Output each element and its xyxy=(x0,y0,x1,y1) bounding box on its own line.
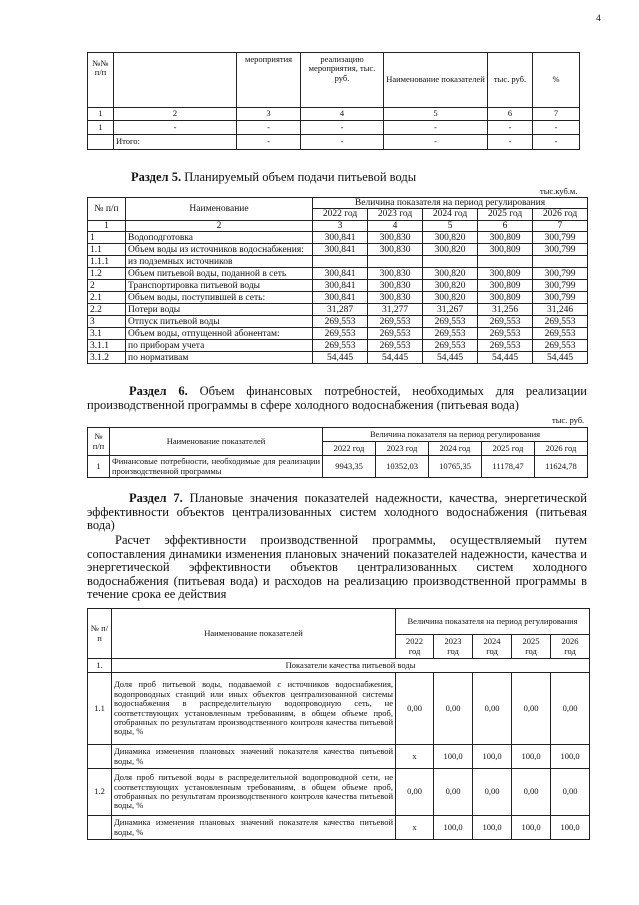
cell-value: 269,553 xyxy=(313,316,368,328)
cell-value: 300,809 xyxy=(478,232,533,244)
cell-value: 0,00 xyxy=(512,769,551,816)
cell-value: 300,830 xyxy=(368,268,423,280)
cell-value: 100,0 xyxy=(473,816,512,840)
cell-value: 0,00 xyxy=(551,673,590,745)
cell-name: Финансовые потребности, необходимые для реализации производственной программы xyxy=(110,456,323,478)
cell-num: 3 xyxy=(88,316,126,328)
col-num: 7 xyxy=(533,220,588,231)
table-row xyxy=(88,456,588,478)
cell-value: 269,553 xyxy=(478,316,533,328)
cell-num: 3.1.2 xyxy=(88,352,126,364)
cell-num xyxy=(88,816,112,840)
cell-value: 0,00 xyxy=(396,673,434,745)
th-thousand-rub: тыс. руб. xyxy=(488,53,533,108)
cell-name: по приборам учета xyxy=(126,340,313,352)
cell-value: 300,820 xyxy=(423,244,478,256)
section7-paragraph: Расчет эффективности производственной программы, осуществляемый путем сопоставления динамики изменения плановых значений показателей надежности, качества и энергетической эффективности объектов централизованных систем холодного водоснабжения (питьевая вода) и расходов на реализацию производственной программы в течение срока ее действия xyxy=(87,533,587,601)
table-row xyxy=(88,816,590,840)
th-period: Величина показателя на период регулирования xyxy=(313,198,588,209)
th-year-unit: год xyxy=(564,645,576,656)
cell: - xyxy=(237,135,301,150)
cell-name: Динамика изменения плановых значений показателя качества питьевой воды, % xyxy=(112,816,396,840)
table-row xyxy=(88,304,588,316)
cell-name: Объем воды, поступившей в сеть: xyxy=(126,292,313,304)
cell-num: 1.1.1 xyxy=(88,256,126,268)
th-year xyxy=(512,635,551,659)
cell: 1 xyxy=(88,121,114,135)
cell-num: 3.1.1 xyxy=(88,340,126,352)
col-num: 2 xyxy=(126,220,313,231)
cell-value: 300,830 xyxy=(368,292,423,304)
col-num: 2 xyxy=(114,108,237,121)
cell-name: Динамика изменения плановых значений показателя качества питьевой воды, % xyxy=(112,745,396,769)
cell-value: 269,553 xyxy=(478,328,533,340)
cell-value: 300,809 xyxy=(478,244,533,256)
table-measures xyxy=(87,52,580,150)
table-water-supply xyxy=(87,197,588,364)
table-row xyxy=(88,121,580,135)
table-row xyxy=(88,244,588,256)
cell-value: 300,820 xyxy=(423,268,478,280)
cell-name: Отпуск питьевой воды xyxy=(126,316,313,328)
cell-value: 269,553 xyxy=(423,328,478,340)
cell-name: Объем воды, отпущенной абонентам: xyxy=(126,328,313,340)
cell-name: по нормативам xyxy=(126,352,313,364)
th-name: Наименование показателей xyxy=(110,428,323,456)
col-num: 5 xyxy=(423,220,478,231)
cell-value: 54,445 xyxy=(533,352,588,364)
cell-value xyxy=(478,256,533,268)
cell-value: 31,246 xyxy=(533,304,588,316)
th-year: 2025 год xyxy=(482,442,535,456)
cell-value: 0,00 xyxy=(434,673,473,745)
th-year xyxy=(551,635,590,659)
cell-name: Объем питьевой воды, поданной в сеть xyxy=(126,268,313,280)
th-cost: реализацию мероприятия, тыс. руб. xyxy=(301,53,384,108)
cell-value: 10765,35 xyxy=(429,456,482,478)
section7-title: Плановые значения показателей надежности, качества, энергетической эффективности объектов централизованных систем холодного водоснабжения (питьевая вода) xyxy=(87,491,588,532)
cell-num: 2 xyxy=(88,280,126,292)
cell-name: Доля проб питьевой воды в распределительной водопроводной сети, не соответствующих установленным требованиям, в общем объеме проб, отобранных по результатам производственного контроля качества питьевой воды, % xyxy=(112,769,396,816)
cell-value: 54,445 xyxy=(368,352,423,364)
th-year: 2022 год xyxy=(323,442,376,456)
table-row xyxy=(88,316,588,328)
cell-num: 2.2 xyxy=(88,304,126,316)
th-name: Наименование показателей xyxy=(112,609,396,659)
cell-value: 11178,47 xyxy=(482,456,535,478)
table-row xyxy=(88,745,590,769)
cell-value: 300,841 xyxy=(313,268,368,280)
cell-value: 100,0 xyxy=(512,816,551,840)
cell: - xyxy=(114,121,237,135)
cell-value: 100,0 xyxy=(434,816,473,840)
cell-value: 269,553 xyxy=(423,316,478,328)
section6-title: Объем финансовых потребностей, необходимых для реализации производственной программы в сфере холодного водоснабжения (питьевая вода) xyxy=(87,384,587,412)
col-num: 6 xyxy=(488,108,533,121)
th-year xyxy=(396,635,434,659)
total-label: Итого: xyxy=(114,135,237,150)
th-year-value: 2025 xyxy=(522,636,540,647)
cell-num: 1.1 xyxy=(88,244,126,256)
cell-num xyxy=(88,745,112,769)
cell: - xyxy=(384,135,488,150)
th-num: № п/п xyxy=(88,609,112,659)
th-year-unit: год xyxy=(447,645,459,656)
section5-unit: тыс.куб.м. xyxy=(540,186,578,196)
cell-value: 0,00 xyxy=(434,769,473,816)
th-period: Величина показателя на период регулирования xyxy=(323,428,588,442)
th-name: Наименование xyxy=(126,198,313,221)
table-row xyxy=(88,352,588,364)
section5-heading xyxy=(131,170,416,185)
cell-value: 100,0 xyxy=(434,745,473,769)
cell-value: 269,553 xyxy=(423,340,478,352)
cell: - xyxy=(533,135,580,150)
table-row-total xyxy=(88,135,580,150)
cell-value: 269,553 xyxy=(368,340,423,352)
cell-value: 300,841 xyxy=(313,280,368,292)
cell-value: 300,809 xyxy=(478,280,533,292)
cell-value: 31,256 xyxy=(478,304,533,316)
th-year: 2024 год xyxy=(429,442,482,456)
cell-num: 1.1 xyxy=(88,673,112,745)
th-year: 2025 год xyxy=(478,209,533,220)
section7-label: Раздел 7. xyxy=(129,491,183,505)
cell-value: 100,0 xyxy=(512,745,551,769)
cell-value: 54,445 xyxy=(423,352,478,364)
page-number: 4 xyxy=(596,14,601,24)
cell-value: 269,553 xyxy=(368,328,423,340)
table-row xyxy=(88,232,588,244)
th-num: № п/п xyxy=(88,198,126,221)
table-row xyxy=(88,769,590,816)
cell-value: 300,830 xyxy=(368,244,423,256)
th-year xyxy=(434,635,473,659)
cell-value xyxy=(533,256,588,268)
col-num: 4 xyxy=(368,220,423,231)
cell-value: х xyxy=(396,745,434,769)
cell-value: 269,553 xyxy=(313,340,368,352)
cell-value: 11624,78 xyxy=(535,456,588,478)
group-title: Показатели качества питьевой воды xyxy=(112,659,590,673)
cell-value: 300,820 xyxy=(423,280,478,292)
col-num: 1 xyxy=(88,108,114,121)
th-year-unit: год xyxy=(525,645,537,656)
cell-num: 2.1 xyxy=(88,292,126,304)
cell-value: 54,445 xyxy=(313,352,368,364)
table-row xyxy=(88,328,588,340)
section6-label: Раздел 6. xyxy=(129,384,188,398)
cell-value: 300,799 xyxy=(533,280,588,292)
cell-num: 1 xyxy=(88,232,126,244)
col-num: 4 xyxy=(301,108,384,121)
cell-num: 1 xyxy=(88,456,110,478)
cell-value: 0,00 xyxy=(512,673,551,745)
cell: - xyxy=(533,121,580,135)
cell: - xyxy=(488,135,533,150)
cell-value: 300,841 xyxy=(313,232,368,244)
cell-value: 300,830 xyxy=(368,280,423,292)
cell-name: Потери воды xyxy=(126,304,313,316)
th-year-unit: год xyxy=(486,645,498,656)
cell-value: 100,0 xyxy=(473,745,512,769)
cell: - xyxy=(384,121,488,135)
col-num: 7 xyxy=(533,108,580,121)
th-indicators: Наименование показателей xyxy=(384,53,488,108)
cell-value: 300,820 xyxy=(423,292,478,304)
cell-value xyxy=(423,256,478,268)
th-measures: мероприятия xyxy=(237,53,301,108)
table-row xyxy=(88,268,588,280)
cell: - xyxy=(488,121,533,135)
cell-value: 31,267 xyxy=(423,304,478,316)
table-row xyxy=(88,340,588,352)
table-row xyxy=(88,280,588,292)
cell-value: 100,0 xyxy=(551,816,590,840)
cell-name: Доля проб питьевой воды, подаваемой с источников водоснабжения, водопроводных станций или иных объектов централизованной системы водоснабжения в распределительную водопроводную сеть, не соответствующих установленным требованиям, в общем объеме проб, отобранных по результатам производственного контроля качества питьевой воды, % xyxy=(112,673,396,745)
cell-name: из подземных источников xyxy=(126,256,313,268)
cell-value: 269,553 xyxy=(313,328,368,340)
th-num: №№ п/п xyxy=(88,53,114,108)
cell-value: 100,0 xyxy=(551,745,590,769)
cell: - xyxy=(237,121,301,135)
th-year: 2023 год xyxy=(368,209,423,220)
cell-value: 269,553 xyxy=(533,316,588,328)
th-year-value: 2023 xyxy=(444,636,462,647)
cell-value: 54,445 xyxy=(478,352,533,364)
th-blank xyxy=(114,53,237,108)
cell-name: Водоподготовка xyxy=(126,232,313,244)
cell xyxy=(88,135,114,150)
th-year: 2024 год xyxy=(423,209,478,220)
section5-rows xyxy=(88,232,588,364)
table-quality-indicators xyxy=(87,608,590,840)
cell-num: 3.1 xyxy=(88,328,126,340)
cell-value: 300,809 xyxy=(478,292,533,304)
th-year-value: 2026 xyxy=(561,636,579,647)
cell-value xyxy=(368,256,423,268)
cell-value: 10352,03 xyxy=(376,456,429,478)
cell-value xyxy=(313,256,368,268)
cell-name: Объем воды из источников водоснабжения: xyxy=(126,244,313,256)
cell-value: 269,553 xyxy=(533,328,588,340)
cell-num: 1.2 xyxy=(88,769,112,816)
col-num: 6 xyxy=(478,220,533,231)
cell: - xyxy=(301,121,384,135)
section5-label: Раздел 5. xyxy=(131,170,182,184)
th-year: 2026 год xyxy=(533,209,588,220)
cell-value: 269,553 xyxy=(478,340,533,352)
col-num: 3 xyxy=(313,220,368,231)
cell-value: 31,277 xyxy=(368,304,423,316)
section5-title: Планируемый объем подачи питьевой воды xyxy=(184,170,417,184)
th-year-value: 2022 xyxy=(406,636,423,647)
cell-num: 1.2 xyxy=(88,268,126,280)
cell: - xyxy=(301,135,384,150)
col-num: 3 xyxy=(237,108,301,121)
cell-value: 0,00 xyxy=(473,673,512,745)
cell-value: 269,553 xyxy=(533,340,588,352)
cell-value: 269,553 xyxy=(368,316,423,328)
th-percent: % xyxy=(533,53,580,108)
col-num: 5 xyxy=(384,108,488,121)
cell-value: 31,287 xyxy=(313,304,368,316)
cell-value: 0,00 xyxy=(473,769,512,816)
cell-value: 300,799 xyxy=(533,244,588,256)
table-row xyxy=(88,256,588,268)
cell-value: 300,841 xyxy=(313,292,368,304)
cell-value: 300,799 xyxy=(533,232,588,244)
section6-unit: тыс. руб. xyxy=(552,415,585,425)
group-num: 1. xyxy=(88,659,112,673)
section7-heading xyxy=(87,492,587,533)
th-year: 2026 год xyxy=(535,442,588,456)
th-year-value: 2024 xyxy=(483,636,501,647)
th-year-unit: год xyxy=(408,645,421,656)
th-year xyxy=(473,635,512,659)
cell-value: 300,841 xyxy=(313,244,368,256)
th-period: Величина показателя на период регулирования xyxy=(396,609,590,635)
table-financial-needs xyxy=(87,427,588,478)
cell-value: 300,799 xyxy=(533,292,588,304)
table-row xyxy=(88,673,590,745)
cell-value: 300,799 xyxy=(533,268,588,280)
th-year: 2022 год xyxy=(313,209,368,220)
col-num: 1 xyxy=(88,220,126,231)
cell-value: 300,809 xyxy=(478,268,533,280)
group-row xyxy=(88,659,590,673)
table-row xyxy=(88,292,588,304)
cell-value: 0,00 xyxy=(396,769,434,816)
cell-value: 0,00 xyxy=(551,769,590,816)
section6-heading xyxy=(87,385,587,412)
th-num: № п/п xyxy=(88,428,110,456)
cell-value: 300,830 xyxy=(368,232,423,244)
th-year: 2023 год xyxy=(376,442,429,456)
cell-value: х xyxy=(396,816,434,840)
cell-name: Транспортировка питьевой воды xyxy=(126,280,313,292)
cell-value: 9943,35 xyxy=(323,456,376,478)
cell-value: 300,820 xyxy=(423,232,478,244)
